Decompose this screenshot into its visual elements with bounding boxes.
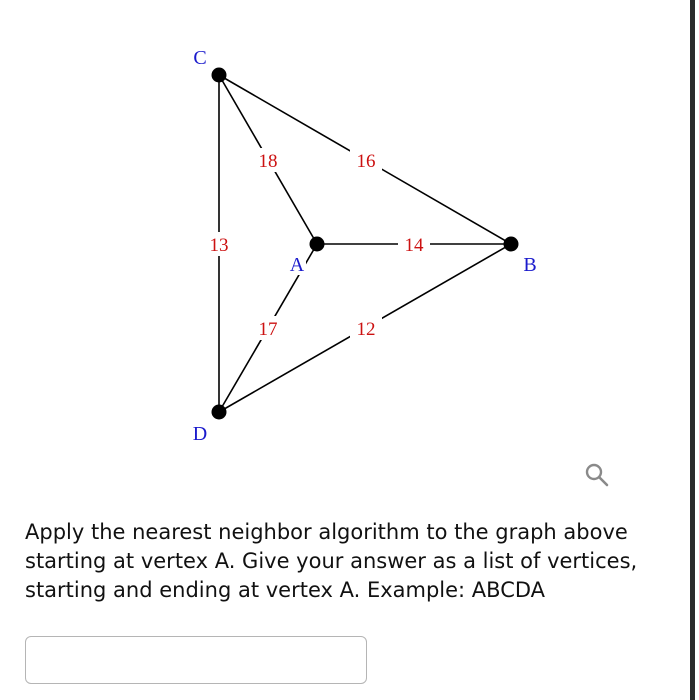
vertex-c: [212, 68, 227, 83]
weight-label-d-b: 12: [356, 319, 376, 340]
weight-label-a-d: 17: [258, 319, 278, 340]
vertex-b: [504, 237, 519, 252]
question-text: Apply the nearest neighbor algorithm to the graph above starting at vertex A. Give your answer as a list of vertices, starting and ending at vertex A. Example: ABCDA: [25, 520, 638, 602]
vertex-label-d: D: [192, 423, 208, 445]
magnifier-icon[interactable]: [584, 462, 610, 488]
vertex-label-b: B: [523, 254, 537, 276]
vertex-label-a: A: [289, 254, 305, 276]
weight-label-c-b: 16: [356, 151, 376, 172]
vertex-a: [310, 237, 325, 252]
weight-label-c-a: 18: [258, 151, 278, 172]
weight-label-a-b: 14: [404, 235, 424, 256]
answer-input[interactable]: [25, 636, 367, 684]
vertex-label-c: C: [193, 47, 207, 69]
vertex-d: [212, 405, 227, 420]
weight-label-c-d: 13: [209, 235, 229, 256]
